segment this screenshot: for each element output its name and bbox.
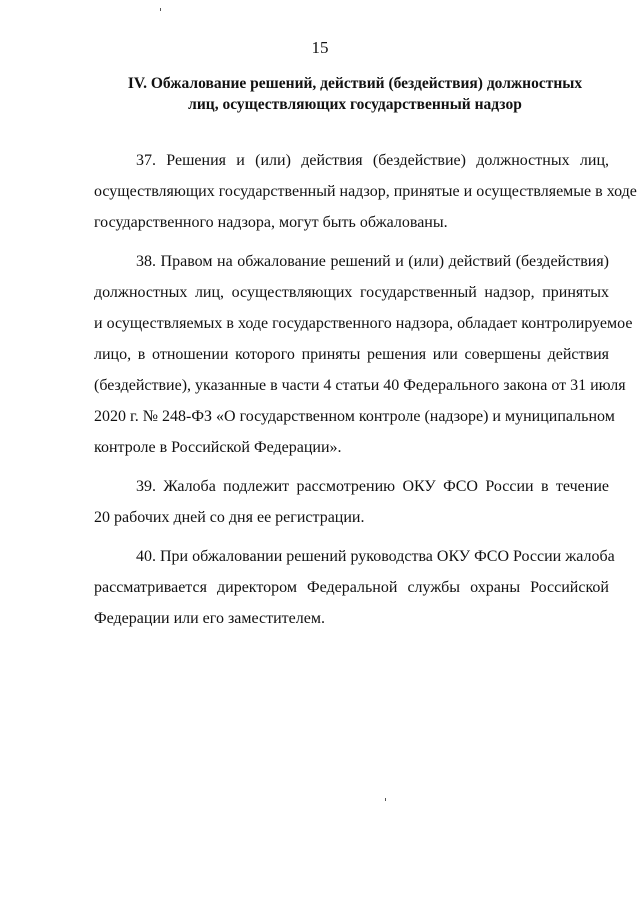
paragraph-line: 40. При обжаловании решений руководства ОКУ ФСО России жалоба <box>136 548 615 565</box>
paragraph-line: осуществляющих государственный надзор, принятые и осуществляемые в ходе <box>94 183 637 200</box>
paragraph-line: контроле в Российской Федерации». <box>94 439 342 456</box>
section-heading-line-1: IV. Обжалование решений, действий (бездействия) должностных <box>127 75 583 92</box>
paragraph-line: 39. Жалоба подлежит рассмотрению ОКУ ФСО России в течение <box>136 478 609 495</box>
page-number: 15 <box>311 38 329 57</box>
paragraph-line: государственного надзора, могут быть обжалованы. <box>94 214 448 231</box>
paragraph-line: должностных лиц, осуществляющих государственный надзор, принятых <box>94 284 609 301</box>
paragraph-line: Федерации или его заместителем. <box>94 610 325 627</box>
paragraph-line: 2020 г. № 248-ФЗ «О государственном контроле (надзоре) и муниципальном <box>94 408 615 425</box>
paragraph-line: (бездействие), указанные в части 4 статьи 40 Федерального закона от 31 июля <box>94 377 626 394</box>
paragraph-38 <box>94 246 633 463</box>
paragraph-line: 38. Правом на обжалование решений и (или) действий (бездействия) <box>136 253 609 270</box>
paragraph-line: лицо, в отношении которого приняты решения или совершены действия <box>94 346 609 363</box>
paragraph-39 <box>94 471 609 533</box>
paragraph-37 <box>94 145 637 238</box>
paragraph-line: рассматривается директором Федеральной службы охраны Российской <box>94 579 609 596</box>
paragraph-line: 37. Решения и (или) действия (бездействие) должностных лиц, <box>136 152 609 169</box>
document-body <box>94 145 637 642</box>
scan-speck <box>385 798 386 801</box>
scan-speck <box>160 8 161 11</box>
section-heading <box>60 73 640 115</box>
paragraph-line: 20 рабочих дней со дня ее регистрации. <box>94 509 365 526</box>
section-heading-line-2: лиц, осуществляющих государственный надзор <box>188 96 522 113</box>
paragraph-line: и осуществляемых в ходе государственного надзора, обладает контролируемое <box>94 315 633 332</box>
paragraph-40 <box>94 541 615 634</box>
